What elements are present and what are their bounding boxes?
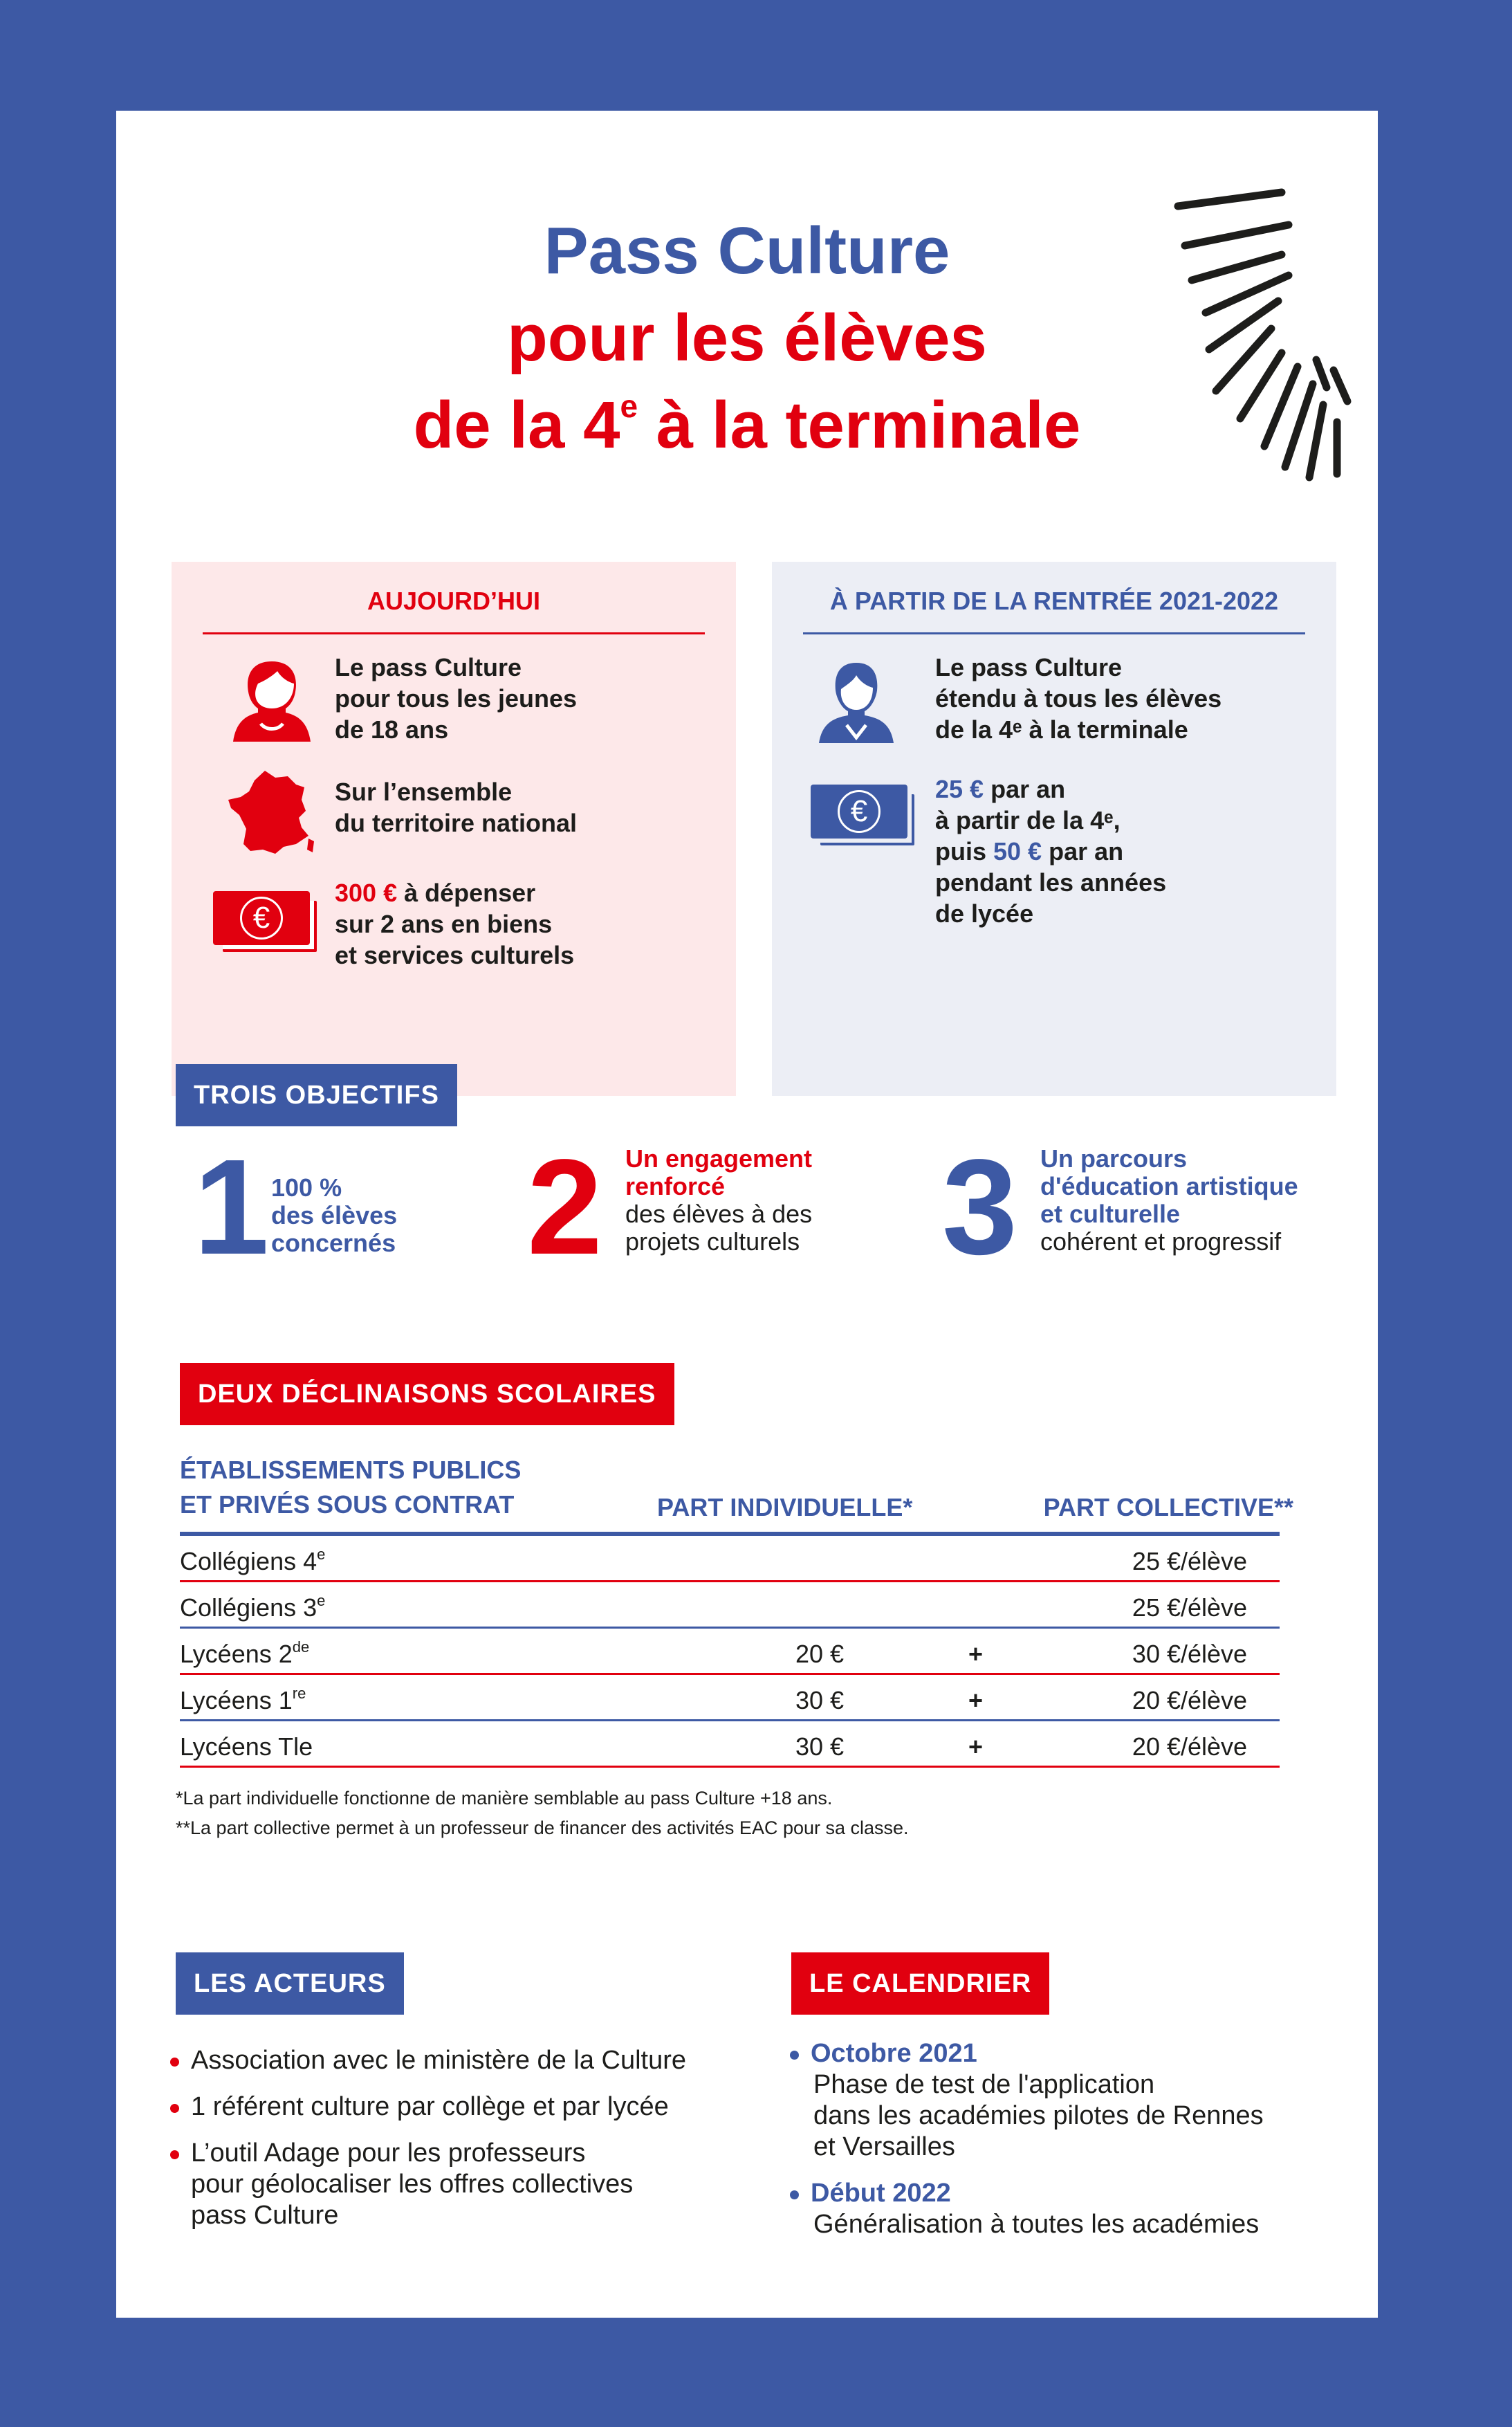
future-item-amount-text: 25 € par an à partir de la 4ᵉ, puis 50 € par an pendant les années de lycée [935,775,1167,928]
table-row [180,1536,1280,1582]
row-label: Lycéens 2de [180,1638,310,1668]
calendar-date: Octobre 2021 [811,2039,977,2068]
calendar-date: Début 2022 [811,2179,951,2208]
objective-1-number: 1 [194,1131,270,1283]
euro-note-icon: € [213,891,310,945]
row-collective: 20 €/élève [1132,1686,1248,1714]
table-row [180,1582,1280,1629]
footnote-collective: **La part collective permet à un professeur de financer des activités EAC pour sa classe. [176,1817,909,1838]
list-item: Association avec le ministère de la Culture [170,2045,793,2076]
footnotes [176,1784,909,1843]
table-row [180,1675,1280,1721]
row-collective: 25 €/élève [1132,1547,1248,1575]
today-item-territory [172,769,736,859]
today-heading: AUJOURD’HUI [203,587,705,634]
row-collective: 20 €/élève [1132,1732,1248,1761]
row-plus: + [968,1732,984,1761]
calendar-tag: LE CALENDRIER [791,1952,1049,2015]
list-item: L’outil Adage pour les professeurs pour géolocaliser les offres collectives pass Culture [170,2138,793,2231]
objective-2-text: Un engagement renforcé des élèves à des projets culturels [625,1144,813,1256]
title-line-3: de la 4e à la terminale [413,388,1081,462]
infographic-card [116,111,1378,2318]
table-row [180,1721,1280,1768]
future-item-audience-text: Le pass Culture étendu à tous les élèves de la 4ᵉ à la terminale [935,653,1222,744]
bullet-icon [170,2104,179,2113]
row-label: Lycéens Tle [180,1732,313,1761]
row-individual: 20 € [795,1640,845,1668]
row-collective: 25 €/élève [1132,1593,1248,1622]
title-line-1: Pass Culture [544,214,950,288]
calendar-text: Généralisation à toutes les académies [813,2210,1260,2239]
bullet-icon [170,2058,179,2067]
today-item-amount-text: 300 € à dépenser sur 2 ans en biens et services culturels [335,879,575,969]
schools-tag: DEUX DÉCLINAISONS SCOLAIRES [180,1363,674,1425]
row-individual: 30 € [795,1686,845,1714]
today-item-audience [172,652,736,749]
table-header [180,1449,1293,1532]
row-label: Collégiens 4e [180,1546,326,1575]
objective-3-text: Un parcours d'éducation artistique et culturelle cohérent et progressif [1040,1144,1298,1256]
future-item-audience [772,652,1336,755]
calendar-text: Phase de test de l'application dans les académies pilotes de Rennes et Versailles [813,2070,1264,2161]
bullet-icon [790,2190,799,2199]
objective-2-number: 2 [527,1131,603,1283]
footnote-individual: *La part individuelle fonctionne de manière semblable au pass Culture +18 ans. [176,1788,833,1808]
row-label: Collégiens 3e [180,1592,326,1622]
objectives-tag: TROIS OBJECTIFS [176,1064,457,1126]
today-item-audience-text: Le pass Culture pour tous les jeunes de 18 ans [335,653,578,744]
row-collective: 30 €/élève [1132,1640,1248,1668]
future-panel [772,562,1336,1096]
today-panel [172,562,736,1096]
calendar-item [790,2038,1357,2163]
actors-tag: LES ACTEURS [176,1952,404,2015]
title-line-2: pour les élèves [507,301,987,375]
page-title [116,208,1378,469]
row-plus: + [968,1640,984,1668]
future-item-amount [772,773,1336,940]
calendar-item [790,2178,1357,2240]
person-icon [230,656,313,746]
table-header-establishments: ÉTABLISSEMENTS PUBLICS ET PRIVÉS SOUS CONTRAT [180,1456,522,1519]
table-header-collective: PART COLLECTIVE** [1043,1493,1293,1521]
person-icon [815,657,898,747]
table-header-individual: PART INDIVIDUELLE* [657,1493,913,1521]
euro-note-icon: € [811,785,907,839]
future-heading: À PARTIR DE LA RENTRÉE 2021-2022 [803,587,1305,634]
objective-1-text: 100 % des élèves concernés [271,1173,398,1257]
row-individual: 30 € [795,1732,845,1761]
bullet-icon [790,2051,799,2060]
list-item: 1 référent culture par collège et par lycée [170,2091,793,2123]
objective-2 [527,1131,859,1283]
objective-3-number: 3 [942,1131,1018,1283]
table-row [180,1629,1280,1675]
row-plus: + [968,1686,984,1714]
today-item-territory-text: Sur l’ensemble du territoire national [335,778,578,837]
schools-table [180,1449,1293,1768]
objective-1 [194,1131,457,1283]
row-label: Lycéens 1re [180,1685,306,1714]
bullet-icon [170,2150,179,2159]
today-item-amount [172,877,736,981]
objective-3 [942,1131,1357,1283]
france-map-icon [227,769,317,856]
calendar-list [790,2038,1357,2255]
actors-list [170,2045,793,2246]
